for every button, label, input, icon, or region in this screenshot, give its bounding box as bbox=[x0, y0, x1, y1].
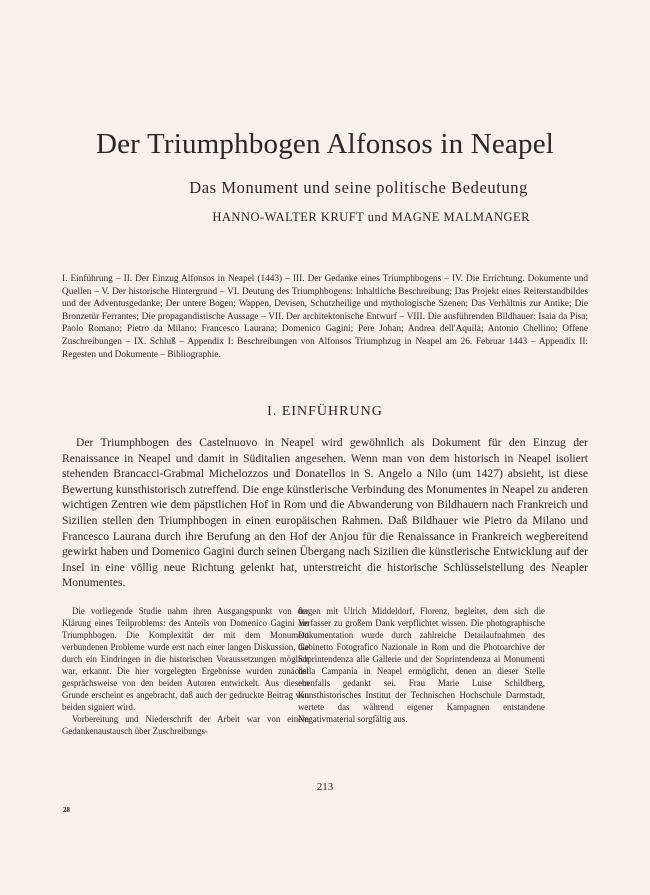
left-paragraph-1: Die vorliegende Studie nahm ihren Ausgangspunkt von der Klärung eines Teilproblems: des Anteils von Domenico Gagini am Triumphbogen. Die Komplexität der mit dem Monument verbundenen Probleme wurde erst nach einer langen Diskussion, die durch ein Eindringen in die historischen Voraussetzungen möglich war, erkannt. Die hier vorgelegten Ergebnisse wurden zunächst gesprächsweise von den beiden Autoren entwickelt. Aus diesem Grunde erscheint es angebracht, daß auch der gedruckte Beitrag von beiden signiert wird. bbox=[62, 606, 309, 712]
page-number: 213 bbox=[316, 781, 334, 793]
table-of-contents: I. Einführung – II. Der Einzug Alfonsos in Neapel (1443) – III. Der Gedanke eines Triumphbogens – IV. Die Errichtung. Dokumente und Quellen – V. Der historische Hintergrund – VI. Deutung des Triumphbogens: Inhaltliche Beschreibung; Das Projekt eines Reiterstandbildes und der Adventusgedanke; Der untere Bogen; Wappen, Devisen, Schutzheilige und mythologische Szenen; Das Verhältnis zur Antike; Die Bronzetür Ferrantes; Die propagandistische Aussage – VII. Der architektonische Entwurf – VIII. Die ausführenden Bildhauer: Isaia da Pisa; Paolo Romano; Pietro da Milano; Francesco Laurana; Domenico Gagini; Pere Johan; Andrea dell'Aquila; Antonio Chellino; Offene Zuschreibungen – IX. Schluß – Appendix I: Beschreibungen von Alfonsos Triumphzug in Neapel am 26. Februar 1443 – Appendix II: Regesten und Dokumente – Bibliographie. bbox=[62, 274, 588, 360]
left-column bbox=[62, 605, 309, 737]
author-1: HANNO-WALTER KRUFT bbox=[212, 210, 365, 224]
right-paragraph-1: fragen mit Ulrich Middeldorf, Florenz, begleitet, dem sich die Verfasser zu großem Dank verpflichtet wissen. Die photographische Dokumentation wurde durch zahlreiche Detailaufnahmen des Gabinetto Fotografico Nazionale in Rom und die Photoarchive der Soprintendenza alle Gallerie und der Soprintendenza ai Monumenti della Campania in Neapel ermöglicht, denen an dieser Stelle ebenfalls gedankt sei. Frau Marie Luise Schildberg, Kunsthistorisches Institut der Technischen Hochschule Darmstadt, wertete das während eigener Kampagnen entstandene Negativmaterial sorgfältig aus. bbox=[298, 606, 545, 724]
intro-paragraph: Der Triumphbogen des Castelnuovo in Neapel wird gewöhnlich als Dokument für den Einzug der Renaissance in Neapel und damit in Süditalien angesehen. Wenn man von dem historisch in Neapel isoliert stehenden Brancacci-Grabmal Michelozzos und Donatellos in S. Angelo a Nilo (um 1427) absieht, ist diese Bewertung kunsthistorisch zutreffend. Die enge künstlerische Verbindung des Monumentes in Neapel zu anderen wichtigen Zentren wie dem päpstlichen Hof in Rom und die Abwanderung von Bildhauern nach Frankreich und Sizilien stellen den Triumphbogen in einen europäischen Rahmen. Daß Bildhauer wie Pietro da Milano und Francesco Laurana durch ihre Berufung an den Hof der Anjou für die Renaissance in Frankreich wegbereitend gewirkt haben und Domenico Gagini durch seinen Übergang nach Sizilien die künstlerische Entwicklung auf der Insel in eine völlig neue Richtung gelenkt hat, unterstreicht die historische Schlüsselstellung des Neapler Monumentes. bbox=[62, 436, 588, 590]
right-column bbox=[298, 605, 545, 725]
section-title: I. EINFÜHRUNG bbox=[267, 404, 383, 419]
article-title: Der Triumphbogen Alfonsos in Neapel bbox=[95, 128, 555, 160]
signature-mark: 28 bbox=[63, 806, 70, 814]
article-subtitle: Das Monument und seine politische Bedeutung bbox=[189, 178, 528, 197]
author-2: MAGNE MALMANGER bbox=[391, 210, 530, 224]
authors bbox=[212, 210, 530, 225]
author-connector: und bbox=[367, 210, 388, 224]
left-paragraph-2: Vorbereitung und Niederschrift der Arbeit war von einem Gedankenaustausch über Zuschreibungs- bbox=[62, 714, 309, 736]
